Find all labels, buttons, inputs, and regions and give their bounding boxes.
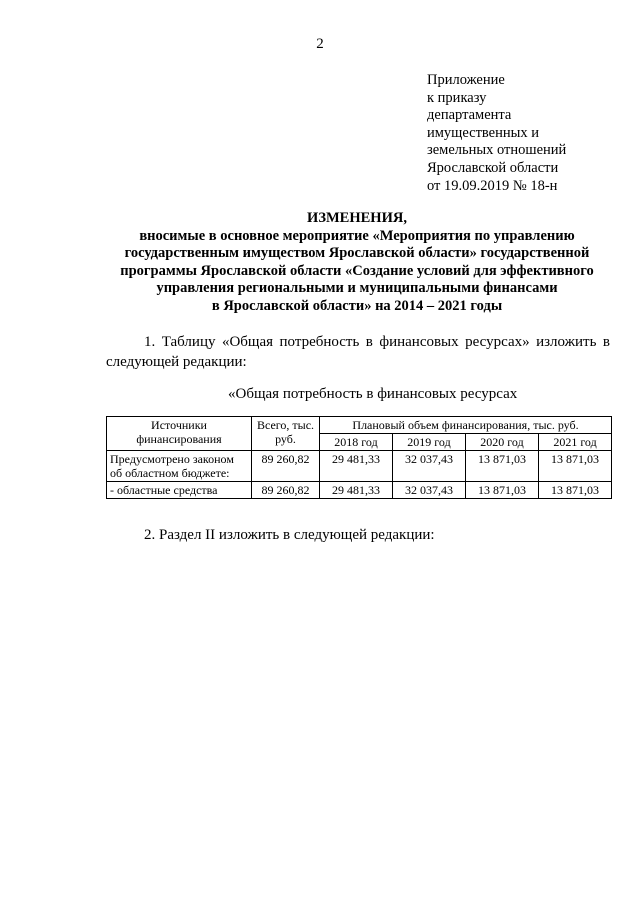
paragraph-1-text: 1. Таблицу «Общая потребность в финансовых ресурсах» изложить в следующей редакции: (106, 334, 610, 370)
document-heading (90, 210, 624, 316)
appendix-line: от 19.09.2019 № 18-н (427, 177, 558, 194)
heading-line: в Ярославской области» на 2014 – 2021 годы (211, 297, 503, 314)
row-source: Предусмотрено законом об областном бюджете: (107, 451, 252, 482)
row-value: 13 871,03 (539, 482, 612, 499)
table-row (107, 482, 612, 499)
row-source: - областные средства (107, 482, 252, 499)
appendix-block (427, 72, 627, 195)
row-total: 89 260,82 (252, 451, 320, 482)
header-year: 2020 год (466, 434, 539, 451)
heading-title: ИЗМЕНЕНИЯ, (307, 210, 407, 226)
heading-line: программы Ярославской области «Создание условий для эффективного (120, 262, 594, 279)
header-year: 2021 год (539, 434, 612, 451)
table-header-row (107, 417, 612, 434)
appendix-line: департамента (427, 107, 512, 124)
row-value: 32 037,43 (393, 482, 466, 499)
heading-line: вносимые в основное мероприятие «Мероприятия по управлению (139, 227, 575, 244)
paragraph-2: 2. Раздел II изложить в следующей редакции: (144, 527, 435, 543)
header-source: Источники финансирования (107, 417, 252, 451)
heading-line: управления региональными и муниципальными финансами (156, 280, 558, 297)
appendix-line: к приказу (427, 89, 487, 106)
appendix-line: имущественных и (427, 124, 540, 141)
heading-line: государственным имуществом Ярославской области» государственной (124, 245, 590, 262)
row-value: 13 871,03 (466, 451, 539, 482)
row-value: 13 871,03 (539, 451, 612, 482)
header-year: 2019 год (393, 434, 466, 451)
row-value: 13 871,03 (466, 482, 539, 499)
header-year: 2018 год (320, 434, 393, 451)
row-value: 29 481,33 (320, 451, 393, 482)
appendix-line: Приложение (427, 72, 505, 88)
header-total: Всего, тыс. руб. (252, 417, 320, 451)
appendix-line: земельных отношений (427, 142, 567, 159)
table-row (107, 451, 612, 482)
row-value: 32 037,43 (393, 451, 466, 482)
page-number: 2 (316, 36, 324, 52)
row-value: 29 481,33 (320, 482, 393, 499)
header-plan: Плановый объем финансирования, тыс. руб. (320, 417, 612, 434)
row-total: 89 260,82 (252, 482, 320, 499)
paragraph-1 (106, 332, 610, 372)
appendix-line: Ярославской области (427, 159, 559, 176)
table-caption: «Общая потребность в финансовых ресурсах (228, 386, 518, 402)
finance-table (106, 416, 612, 499)
